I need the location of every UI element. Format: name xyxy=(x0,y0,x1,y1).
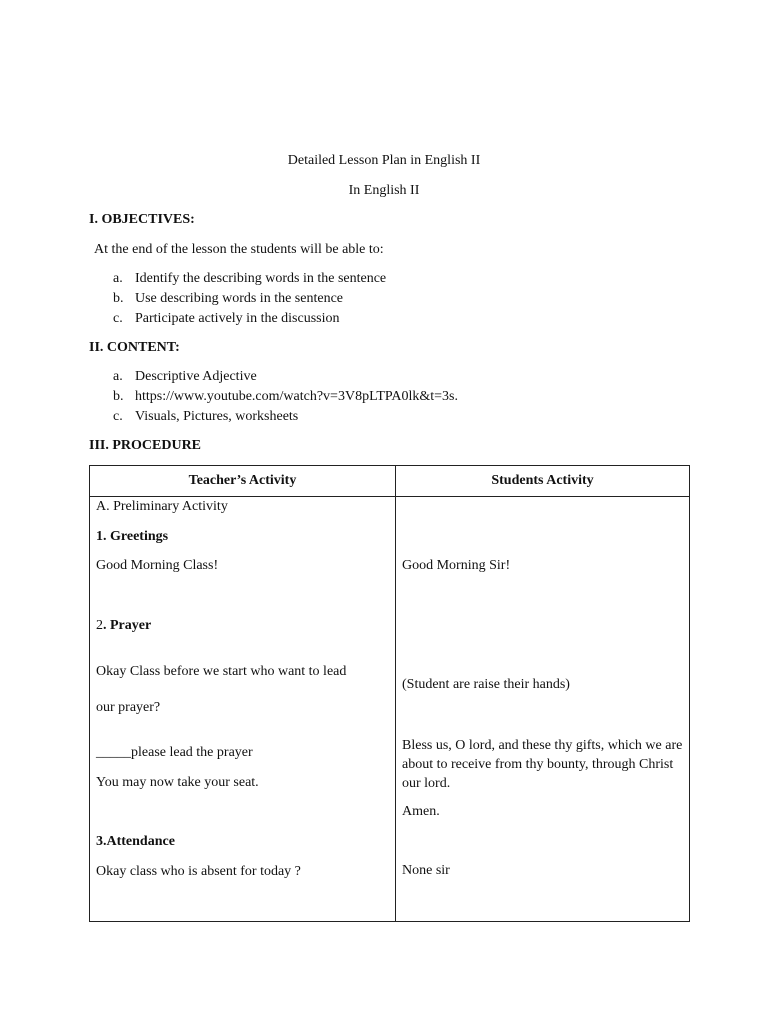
objectives-heading: I. OBJECTIVES: xyxy=(89,212,195,227)
list-item: a. Descriptive Adjective xyxy=(113,369,257,384)
procedure-table xyxy=(89,465,690,922)
student-raise-hands: (Student are raise their hands) xyxy=(402,677,570,692)
student-prayer-text: Bless us, O lord, and these thy gifts, which we are about to receive from thy bounty, through Christ our lord. xyxy=(402,738,683,791)
take-seat-instruction: You may now take your seat. xyxy=(96,775,259,790)
objectives-intro: At the end of the lesson the students will be able to: xyxy=(94,242,384,257)
list-item: a. Identify the describing words in the sentence xyxy=(113,271,387,286)
student-greeting-reply: Good Morning Sir! xyxy=(402,558,511,573)
content-heading: II. CONTENT: xyxy=(89,340,180,355)
prayer-question-line1: Okay Class before we start who want to lead xyxy=(96,664,347,679)
document-title: Detailed Lesson Plan in English II xyxy=(287,153,481,168)
list-item: b. Use describing words in the sentence xyxy=(113,291,343,306)
students-activity-cell xyxy=(396,497,690,922)
student-absent-reply: None sir xyxy=(402,863,450,878)
list-item: c. Participate actively in the discussion xyxy=(113,311,340,326)
list-item: c. Visuals, Pictures, worksheets xyxy=(113,409,299,424)
prayer-lead-instruction: _____please lead the prayer xyxy=(96,745,253,760)
greetings-heading: 1. Greetings xyxy=(96,529,169,544)
table-row xyxy=(90,497,690,922)
content-list xyxy=(113,367,458,427)
preliminary-activity-label: A. Preliminary Activity xyxy=(96,499,228,514)
table-header-row xyxy=(90,466,690,497)
list-item[interactable]: b. https://www.youtube.com/watch?v=3V8pLTPA0lk&t=3s. xyxy=(113,389,459,404)
prayer-heading: 2. Prayer xyxy=(96,618,152,633)
teacher-greeting: Good Morning Class! xyxy=(96,558,219,573)
students-activity-header: Students Activity xyxy=(396,466,690,497)
attendance-question: Okay class who is absent for today ? xyxy=(96,864,301,879)
objectives-list xyxy=(113,269,386,329)
student-amen: Amen. xyxy=(402,804,440,819)
resource-link[interactable]: https://www.youtube.com/watch?v=3V8pLTPA0lk&t=3s. xyxy=(135,389,459,404)
teacher-activity-cell xyxy=(90,497,396,922)
document-subtitle: In English II xyxy=(348,183,420,198)
prayer-question-line2: our prayer? xyxy=(96,700,161,715)
attendance-heading: 3.Attendance xyxy=(96,834,175,849)
procedure-heading: III. PROCEDURE xyxy=(89,438,202,453)
teacher-activity-header: Teacher’s Activity xyxy=(90,466,396,497)
